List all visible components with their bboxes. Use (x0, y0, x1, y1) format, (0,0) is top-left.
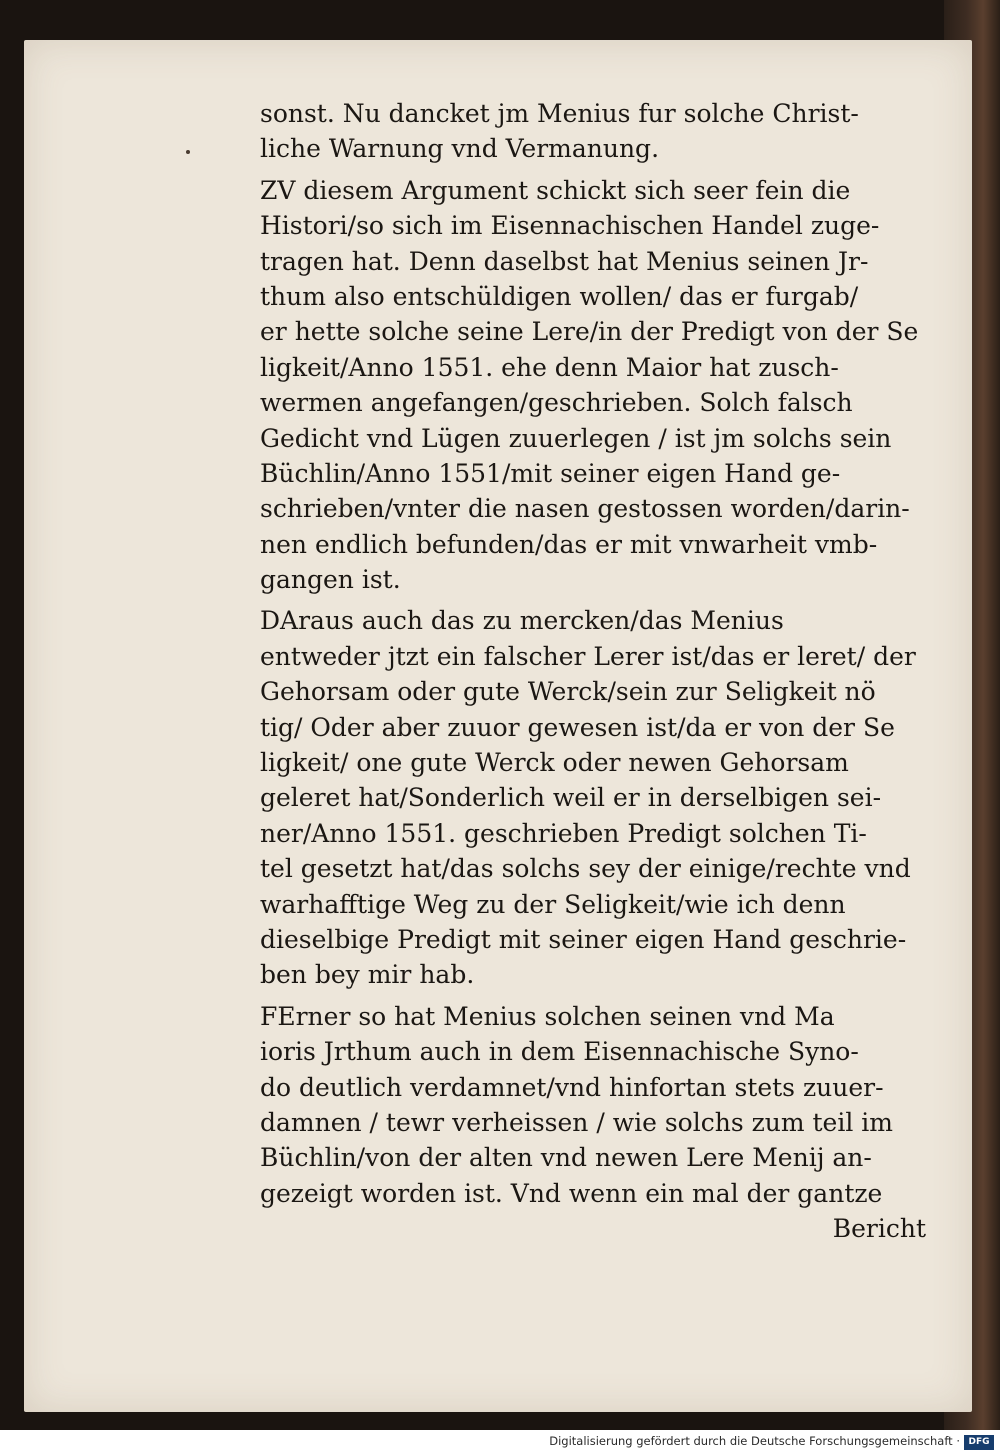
text-line: Büchlin/Anno 1551/mit seiner eigen Hand ge- (260, 458, 841, 488)
text-line: warhafftige Weg zu der Seligkeit/wie ich denn (260, 889, 846, 919)
text-line: FErner so hat Menius solchen seinen vnd Ma (260, 1001, 835, 1031)
text-line: Gedicht vnd Lügen zuuerlegen / ist jm solchs sein (260, 423, 892, 453)
text-line: Büchlin/von der alten vnd newen Lere Menij an- (260, 1143, 872, 1173)
text-line: tel gesetzt hat/das solchs sey der einige/rechte vnd (260, 854, 911, 884)
text-line: geleret hat/Sonderlich weil er in derselbigen sei- (260, 783, 882, 813)
text-line: do deutlich verdamnet/vnd hinfortan stets zuuer- (260, 1072, 884, 1102)
text-line: ner/Anno 1551. geschrieben Predigt solchen Ti- (260, 818, 867, 848)
dfg-logo: DFG (964, 1435, 994, 1450)
text-line: er hette solche seine Lere/in der Predigt von der Se (260, 317, 919, 347)
text-line: gangen ist. (260, 565, 401, 595)
text-line: entweder jtzt ein falscher Lerer ist/das er leret/ der (260, 641, 916, 671)
text-line: Histori/so sich im Eisennachischen Handel zuge- (260, 211, 880, 241)
text-line: sonst. Nu dancket jm Menius fur solche Christ- (260, 99, 859, 128)
text-line: gezeigt worden ist. Vnd wenn ein mal der gantze (260, 1178, 883, 1208)
page-text (260, 96, 950, 1247)
text-line: ioris Jrthum auch in dem Eisennachische Syno- (260, 1037, 859, 1067)
ink-speck (186, 150, 190, 154)
text-line: ligkeit/Anno 1551. ehe denn Maior hat zusch- (260, 352, 839, 382)
catchword: Bericht (832, 1214, 926, 1244)
text-line: thum also entschüldigen wollen/ das er furgab/ (260, 281, 859, 311)
text-line: DAraus auch das zu mercken/das Menius (260, 606, 784, 636)
text-line: tragen hat. Denn daselbst hat Menius seinen Jr- (260, 246, 869, 276)
text-line: Gehorsam oder gute Werck/sein zur Seligkeit nö (260, 677, 876, 707)
text-line: dieselbige Predigt mit seiner eigen Hand geschrie- (260, 924, 907, 954)
text-line: tig/ Oder aber zuuor gewesen ist/da er von der Se (260, 712, 895, 742)
text-line: ligkeit/ one gute Werck oder newen Gehorsam (260, 748, 849, 778)
text-line: wermen angefangen/geschrieben. Solch falsch (260, 388, 853, 418)
text-line: schrieben/vnter die nasen gestossen worden/darin- (260, 494, 910, 524)
text-line: damnen / tewr verheissen / wie solchs zum teil im (260, 1107, 893, 1137)
text-line: liche Warnung vnd Vermanung. (260, 134, 660, 164)
text-line: nen endlich befunden/das er mit vnwarheit vmb- (260, 529, 878, 559)
footer-bar (0, 1430, 1000, 1455)
text-line: ben bey mir hab. (260, 960, 475, 990)
text-line: ZV diesem Argument schickt sich seer fein die (260, 175, 851, 205)
funding-credit: Digitalisierung gefördert durch die Deutsche Forschungsgemeinschaft · (549, 1434, 960, 1448)
